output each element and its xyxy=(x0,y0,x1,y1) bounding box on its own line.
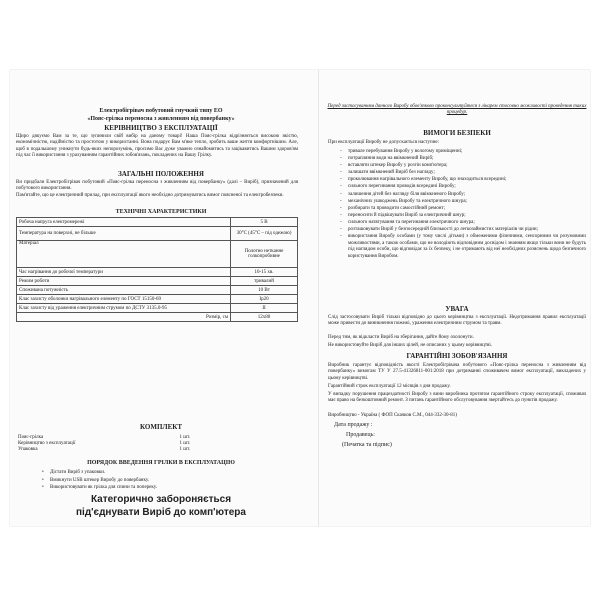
warranty-paragraph-1: Виробник гарантує відповідність якості Електробігрівача побутового «Пояс-грілка переносна з живленням від повербанку» вимогам ТУ У 27.5-41326811-001:2018 при дотриманні споживачем вимог експлуатації, викладених у цьому керівництві. xyxy=(328,363,586,381)
manual-sheet xyxy=(10,70,590,526)
safety-item: - тривале перебування Виробу у вологому приміщенні; xyxy=(338,149,586,156)
spec-row xyxy=(17,304,298,313)
intro-paragraph: Щиро дякуємо Вам за те, що зупинили свій вибір на даному товарі! Наша Пояс-грілка відрізняється високою якістю, економічністю, надійністю та простотою у використанні. Вона подарує Вам м'яке тепло, зробить ваше життя комфортнішим. Але, щоб в подальшому уникнути будь-яких непорозумінь, просимо Вас дуже уважно ознайомитись та зацікавитись Вашим здоров'ям під час її використання з урахуванням гарантійних зобов'язань, покладених на Вашу Грілку. xyxy=(16,134,298,159)
safety-item: - вставляти штекер Виробу у розгін комп'ютера; xyxy=(338,163,586,170)
spec-label: Температура на поверхні, не більше xyxy=(17,227,231,241)
safety-item: - переносити й підвішувати Виріб за електричний шнур; xyxy=(338,213,586,220)
spec-value: Полотно нетканне голкопробивне xyxy=(231,241,298,268)
safety-item: - розбирати та проводити самостійний ремонт; xyxy=(338,206,586,213)
product-header-1: Електробігрівач побутовий гнучкий типу ЕО xyxy=(99,108,223,114)
attention-paragraph-1: Слід застосовувати Виріб тільки відповідно до цього керівництва з експлуатації. Недотримання правил експлуатації може привести до виникнення пожежі, ураження електричним струмом та травм. xyxy=(328,315,586,327)
spec-row xyxy=(17,218,298,227)
sale-date-label: Дата продажу : xyxy=(334,422,373,428)
spec-row xyxy=(17,227,298,241)
warranty-paragraph-2: Гарантійний строк експлуатації 12 місяців з дня продажу. xyxy=(328,384,451,389)
kit-title: КОМПЛЕКТ xyxy=(139,423,183,431)
procedure-item: • Дістати Виріб з упаковки. xyxy=(40,469,290,477)
kit-qty: 1 шт. xyxy=(179,446,191,452)
spec-label: Матеріал xyxy=(17,241,231,268)
spec-label: Клас захисту від ураження електричним струмом по ДСТУ 3135.0-95 xyxy=(17,304,231,313)
attention-title: УВАГА xyxy=(445,305,469,313)
spec-title: ТЕХНІЧНІ ХАРАКТЕРИСТИКИ xyxy=(115,209,207,215)
spec-value: 10-15 хв. xyxy=(231,268,298,277)
spec-row xyxy=(17,313,298,322)
warranty-title: ГАРАНТІЙНІ ЗОБОВ'ЯЗАННЯ xyxy=(406,352,508,360)
spec-row xyxy=(17,295,298,304)
spec-row xyxy=(17,241,298,268)
safety-item: - залишення дітей без нагляду біля ввімкненого Виробу; xyxy=(338,192,586,199)
left-page xyxy=(10,70,312,526)
spec-table xyxy=(16,217,298,322)
procedure-list xyxy=(40,469,290,492)
spec-label: Режим роботи xyxy=(17,277,231,286)
spec-value: 5 В xyxy=(231,218,298,227)
stamp-label: (Печатка та підпис) xyxy=(342,442,392,448)
spec-value: 12х80 xyxy=(231,313,298,322)
general-paragraph-1: Ви придбали Електробігрівач побутовий «Пояс-грілка переносна з живленням від повербанку» (далі – Виріб), призначений для побутового використання. xyxy=(16,180,298,192)
manufacturer-line: Виробництво - Україна ( ФОП Скачков С.М., 044-332-30-81) xyxy=(328,413,457,418)
warning-line-2: під'єднувати Виріб до комп'ютера xyxy=(76,507,246,518)
safety-item: - залишати ввімкнений Виріб без нагляду; xyxy=(338,170,586,177)
attention-paragraph-3: Не використовуйте Виріб для інших цілей, не описаних у цьому керівництві. xyxy=(328,343,493,348)
warning-line-1: Категорично забороняється xyxy=(90,494,232,505)
spec-label: Час нагрівання до робочої температури xyxy=(17,268,231,277)
spec-value: тривалий xyxy=(231,277,298,286)
kit-item: Упаковка xyxy=(18,446,38,452)
spec-row xyxy=(17,277,298,286)
safety-title: ВИМОГИ БЕЗПЕКИ xyxy=(423,129,491,137)
safety-list xyxy=(338,149,586,261)
kit-qty: 1 шт. xyxy=(179,440,191,446)
kit-item: Пояс-грілка xyxy=(18,434,44,440)
kit-table xyxy=(16,434,216,452)
safety-intro: При експлуатації Виробу не допускається наступне: xyxy=(328,140,439,145)
general-title: ЗАГАЛЬНІ ПОЛОЖЕННЯ xyxy=(118,170,204,178)
manual-title: КЕРІВНИЦТВО З ЕКСПЛУАТАЦІЇ xyxy=(104,124,218,132)
procedure-item: • Вмикнути USB штекер Виробу до повербанку. xyxy=(40,477,290,485)
safety-item: - механічних ушкоджень Виробу та електричного шнура; xyxy=(338,199,586,206)
safety-item: - проколювання нагрівального елементу Виробу, що знаходиться всередині; xyxy=(338,177,586,184)
spec-row xyxy=(17,286,298,295)
warranty-paragraph-3: У випадку порушення працездатності Виробу з вини виробника протягом гарантійного строку експлуатації, споживач має право на безкоштовний ремонт. З питань гарантійного обслуговування звертайтесь до пунктів продажу. xyxy=(328,392,586,404)
kit-qty: 1 шт. xyxy=(179,434,191,440)
spec-value: ІІ xyxy=(231,304,298,313)
safety-item: - використання Виробу особами (у тому числі дітьми) з обмеженими фізичними, сенсорними чи розумовими можливостями, а також особами, що не володіють відповідним досвідом і знанням якщо тільки вони не будуть під наглядом особи, що відповідає за їх безпеку, і не отримають від неї необхідних розяснень щодо безпечного користування Виробом. xyxy=(338,234,586,260)
general-paragraph-2: Пам'ятайте, що це електричний прилад, при експлуатації якого необхідно дотримуватись вимог поясненої та електробезпеки. xyxy=(16,193,284,198)
kit-item: Керівництво з експлуатації xyxy=(18,440,76,446)
safety-item: - сильного перегинання проводів всередині Виробу; xyxy=(338,184,586,191)
spec-row xyxy=(17,268,298,277)
spec-value: 10 Вт xyxy=(231,286,298,295)
product-header-2: «Пояс-грілка переносна з живленням від повербанку» xyxy=(87,116,235,122)
page-fold xyxy=(318,70,319,526)
spec-value: Ip20 xyxy=(231,295,298,304)
spec-label: Робоча напруга електромережі xyxy=(17,218,231,227)
consult-note: Перед застосуванням данного Виробу обов'язково проконсультуйтеся з лікарем стосовно можливості проведення таких процедур. xyxy=(327,104,587,116)
safety-item: - сильного натягування та перегинання електричного шнура; xyxy=(338,220,586,227)
spec-value: 30°С (45°С – під одежою) xyxy=(231,227,298,241)
seller-label: Продавець: xyxy=(346,432,375,438)
attention-paragraph-2: Перед тим, як відкласти Виріб на зберігання, дайте йому охолонути. xyxy=(328,335,474,340)
safety-item: - розташовувати Виріб у безпосередній близькості до легкозаймистих матеріалів чи рідин; xyxy=(338,227,586,234)
procedure-title: ПОРЯДОК ВВЕДЕННЯ ГРІЛКИ В ЕКСПЛУАТАЦІЮ xyxy=(87,460,235,466)
safety-item: - потрапляння води на ввімкнений Виріб; xyxy=(338,156,586,163)
spec-label: Клас захисту оболонки нагрівального елементу по ГОСТ 15150-69 xyxy=(17,295,231,304)
procedure-item: • Використовувати як грілка для спини та попереку. xyxy=(40,484,290,492)
kit-row xyxy=(16,446,216,452)
right-page xyxy=(324,70,590,526)
spec-label: Розмір, см xyxy=(17,313,231,322)
spec-label: Споживана потужність xyxy=(17,286,231,295)
